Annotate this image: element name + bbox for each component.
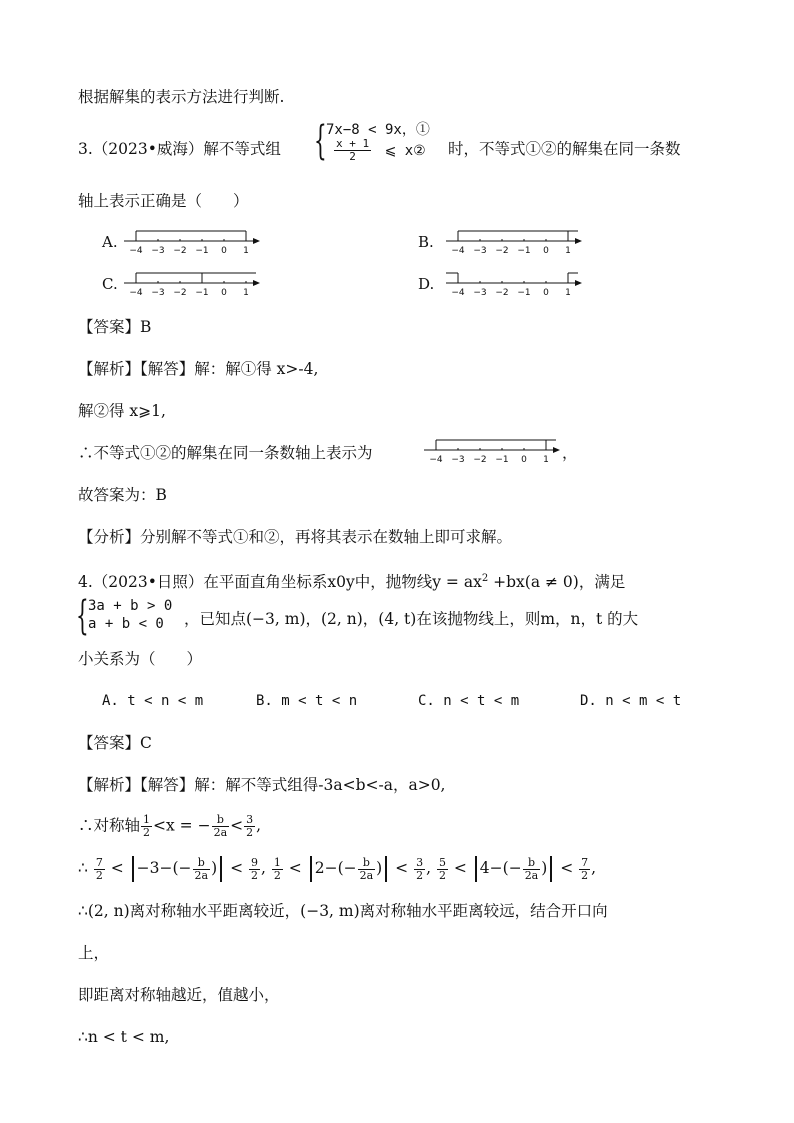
q3-system-brace: { [314,118,327,164]
q4-choice-b: B. m < t < n [256,693,358,709]
tick-label: −1 [495,455,509,465]
abs1-inner: −3−(− [136,859,192,877]
tick-label: −3 [473,246,487,256]
q4-choice-c: C. n < t < m [418,693,520,709]
q4-axis-f2n: b [212,814,230,827]
q4-axis-tail: , [256,816,262,835]
option-a-label: A. [102,233,118,251]
tick-label: 0 [543,288,549,298]
q4-axis-lt: < [230,816,244,835]
q3-ineq2-tail: ⩽ x② [384,142,426,159]
number-line-c [122,267,262,301]
q4-choice-a: A. t < n < m [102,693,204,709]
abs1-2a: 2a [194,868,209,882]
abs-group-2: $\frac{1}{2}$ < 2−(− $\frac{b}{2a}$ ) < $\frac{3}{2}$ , [273,855,432,882]
tick-label: −4 [129,288,143,298]
solution-region [458,231,578,241]
abs2-right-den: 2 [416,868,424,882]
q4-axis-line [78,814,261,839]
q3-analysis3-text: ∴不等式①②的解集在同一条数轴上表示为 [78,444,373,462]
abs3-right-num: 7 [581,855,589,869]
tick-label: 1 [565,288,571,298]
abs3-b: b [523,857,541,870]
tick-label: −2 [173,288,187,298]
q4-sup2: 2 [481,573,489,584]
q4-abs-prefix: ∴ [78,859,88,877]
tick-label: 0 [543,246,549,256]
q4-axis-f1d: 2 [143,826,151,839]
axis-arrow [575,238,582,244]
q3-analysis3-tail: ， [562,444,578,462]
tick-label: 0 [221,246,227,256]
q3-analysis3 [78,442,373,464]
abs1-right-den: 2 [251,868,258,882]
tick-label: −1 [517,246,531,256]
option-b-label: B. [418,233,434,251]
abs1-left-den: 2 [95,868,103,882]
tick-label: 1 [243,246,249,256]
q4-axis-f1n: 1 [143,813,151,826]
q3-ineq1: 7x−8 < 9x，① [326,122,430,138]
tick-label: −3 [473,288,487,298]
tick-label: 0 [221,288,227,298]
q4-choice-d: D. n < m < t [580,693,682,709]
q4-conc3: 即距离对称轴越近，值越小， [78,986,280,1004]
tick-label: −4 [451,288,465,298]
q3-note: 【分析】分别解不等式①和②，再将其表示在数轴上即可求解。 [78,528,513,546]
solution-region [136,273,256,283]
abs1-right-num: 9 [251,855,258,869]
number-line-b [444,225,584,259]
solution-region [446,273,458,283]
q3-answer: 【答案】B [78,318,152,336]
q4-line1b: +bx(a ≠ 0)，满足 [488,573,626,592]
q4-axis-prefix: ∴对称轴 [78,816,141,835]
intro-line: 根据解集的表示方法进行判断. [78,88,285,106]
number-line-d [444,267,584,301]
q3-analysis2: 解②得 x⩾1, [78,402,166,420]
q4-line3: 小关系为（ ） [78,650,203,668]
q4-abs-line [78,856,596,882]
q4-line1a: 4.（2023•日照）在平面直角坐标系x0y中，抛物线y = ax [78,573,482,592]
abs3-left-den: 2 [438,868,446,882]
axis-arrow [575,280,582,286]
abs2-2a: 2a [359,868,374,882]
abs2-left-num: 1 [273,855,281,869]
q3-analysis1: 【解析】【解答】解：解①得 x>-4, [78,360,319,378]
tick-label: 1 [565,246,571,256]
q3-analysis4: 故答案为：B [78,486,167,504]
q3-frac-num: x + 1 [336,137,370,150]
abs3-right-den: 2 [581,868,589,882]
option-d-label: D. [418,275,435,293]
tick-label: −3 [151,288,165,298]
q4-axis-mid: <x = − [153,816,211,835]
tick-label: −2 [495,288,509,298]
abs2-left-den: 2 [273,868,281,882]
solution-region [202,273,256,283]
abs3-inner: 4−(− [479,859,522,877]
q3-prefix: 3.（2023•威海）解不等式组 [78,140,281,158]
q3-ineq2 [333,138,426,163]
q3-line2: 轴上表示正确是（ ） [78,192,249,210]
number-line-a [122,225,262,259]
tick-label: −3 [151,246,165,256]
option-c-label: C. [102,275,118,293]
tick-label: −1 [517,288,531,298]
tick-label: −1 [195,246,209,256]
solution-region [436,440,556,450]
axis-arrow [553,447,560,453]
abs2-right-num: 3 [416,855,424,869]
q3-suffix: 时，不等式①②的解集在同一条数 [448,140,681,158]
axis-arrow [253,280,260,286]
tick-label: −4 [451,246,465,256]
number-line-answer [422,434,562,468]
axis-arrow [253,238,260,244]
abs2-b: b [358,857,376,870]
abs3-left-num: 5 [438,855,446,869]
q4-system-brace: { [76,593,89,639]
solution-region [136,231,246,241]
q4-sys1: 3a + b > 0 [88,598,173,614]
q4-line1 [78,568,625,593]
tick-label: −2 [495,246,509,256]
q4-conc2: 上， [78,944,110,962]
tick-label: −4 [429,455,443,465]
tick-label: −2 [473,455,487,465]
abs3-2a: 2a [524,868,539,882]
q4-answer: 【答案】C [78,734,152,752]
tick-label: −3 [451,455,465,465]
q4-axis-f2d: 2a [213,826,228,839]
q4-sys2: a + b < 0 [88,616,164,632]
tick-label: 1 [243,288,249,298]
tick-label: −1 [195,288,209,298]
tick-label: −4 [129,246,143,256]
q4-analysis1: 【解析】【解答】解：解不等式组得-3a<b<-a，a>0, [78,776,446,794]
q4-conc4: ∴n < t < m, [78,1028,170,1046]
abs-group-3: $\frac{5}{2}$ < 4−(− $\frac{b}{2a}$ ) < $\frac{7}{2}$ , [438,855,597,882]
q3-fraction [334,138,371,163]
abs-group-1: $\frac{7}{2}$ < −3−(− $\frac{b}{2a}$ ) < $\frac{9}{2}$ , [95,855,266,882]
tick-label: 1 [543,455,549,465]
abs1-b: b [193,857,211,870]
q4-axis-f3d: 2 [246,826,254,839]
tick-label: 0 [521,455,527,465]
tick-label: −2 [173,246,187,256]
abs2-inner: 2−(− [314,859,357,877]
q3-frac-den: 2 [349,150,356,163]
q4-axis-f3n: 3 [246,813,254,826]
abs1-left-num: 7 [95,855,103,869]
q4-conc1: ∴(2, n)离对称轴水平距离较近，(−3, m)离对称轴水平距离较远，结合开口向 [78,902,608,920]
q4-line2: ，已知点(−3, m)，(2, n)，(4, t)在该抛物线上，则m，n，t 的大 [184,610,639,628]
